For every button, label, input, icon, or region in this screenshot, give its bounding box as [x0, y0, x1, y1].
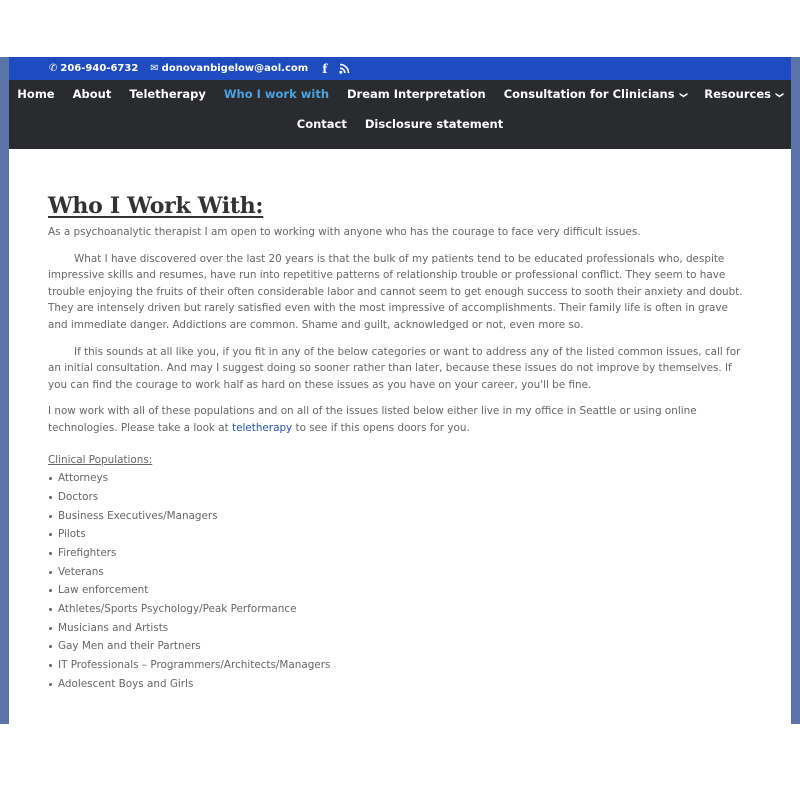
- list-item: Pilots: [58, 525, 748, 544]
- consultation-paragraph: If this sounds at all like you, if you fit in any of the below categories or want to address any of the listed common issues, call for an initial consultation. And may I suggest doing so sooner rather than later, because these issues do not improve by themselves. If you can find the courage to work half as hard on these issues as you have on your career, you'll be fine.: [48, 345, 741, 391]
- rss-icon[interactable]: [339, 63, 350, 74]
- browser-frame: [0, 57, 800, 724]
- discovery-paragraph: What I have discovered over the last 20 years is that the bulk of my patients tend to be educated professionals who, despite impressive skills and resumes, have run into repetitive patterns of relationship trouble or professional conflict. They seem to have trouble enjoying the fruits of their often considerable labor and cannot seem to get enough success to sooth their anxiety and doubt. They are intensely driven but rarely satisfied even with the most impressive of accomplishments. Their family life is often in grave and immediate danger. Addictions are common. Shame and guilt, acknowledged or not, even more so.: [48, 252, 743, 331]
- main-navigation: [9, 80, 791, 149]
- page-title: Who I Work With:: [48, 193, 264, 219]
- populations-text-end: to see if this opens doors for you.: [292, 421, 470, 434]
- list-item: Athletes/Sports Psychology/Peak Performance: [58, 600, 748, 619]
- phone-number: 206-940-6732: [60, 63, 139, 74]
- nav-disclosure-statement[interactable]: Disclosure statement: [364, 117, 504, 131]
- list-item: Adolescent Boys and Girls: [58, 675, 748, 694]
- page: [9, 57, 791, 724]
- list-item: Firefighters: [58, 544, 748, 563]
- list-item: Gay Men and their Partners: [58, 637, 748, 656]
- nav-consultation-label: Consultation for Clinicians: [503, 87, 675, 101]
- intro-paragraph: As a psychoanalytic therapist I am open to working with anyone who has the courage to face very difficult issues.: [48, 226, 641, 238]
- nav-resources-label: Resources: [704, 87, 772, 101]
- phone-link[interactable]: [49, 63, 138, 74]
- list-item: IT Professionals – Programmers/Architects/Managers: [58, 656, 748, 675]
- nav-teletherapy[interactable]: Teletherapy: [129, 87, 206, 101]
- nav-home[interactable]: Home: [17, 87, 55, 101]
- populations-text-start: I now work with all of these populations and on all of the issues listed below either live in my office in Seattle or using online technologies. Please take a look at: [48, 405, 697, 434]
- list-item: Attorneys: [58, 469, 748, 488]
- email-link[interactable]: [150, 63, 308, 74]
- list-item: Veterans: [58, 563, 748, 582]
- clinical-populations-list: [48, 469, 748, 693]
- nav-consultation-for-clinicians[interactable]: [495, 87, 696, 102]
- nav-dream-interpretation[interactable]: Dream Interpretation: [347, 87, 486, 101]
- facebook-icon[interactable]: f: [322, 61, 328, 76]
- top-contact-bar: [9, 57, 791, 80]
- list-item: Business Executives/Managers: [58, 507, 748, 526]
- chevron-down-icon: ❯: [775, 91, 785, 99]
- nav-who-i-work-with[interactable]: Who I work with: [223, 87, 330, 101]
- list-item: Law enforcement: [58, 581, 748, 600]
- nav-resources[interactable]: [695, 87, 791, 102]
- list-item: Doctors: [58, 488, 748, 507]
- nav-row-2: [9, 117, 791, 131]
- populations-paragraph: [48, 403, 748, 436]
- envelope-icon: ✉: [150, 63, 159, 74]
- nav-about[interactable]: About: [72, 87, 112, 101]
- chevron-down-icon: ❯: [678, 91, 688, 99]
- phone-icon: ✆: [49, 63, 58, 74]
- main-content: [48, 192, 748, 694]
- clinical-populations-heading: Clinical Populations:: [48, 453, 153, 466]
- nav-row-1: [9, 87, 791, 102]
- list-item: Musicians and Artists: [58, 619, 748, 638]
- teletherapy-link[interactable]: teletherapy: [232, 421, 293, 434]
- email-address: donovanbigelow@aol.com: [161, 63, 309, 74]
- nav-contact[interactable]: Contact: [296, 117, 347, 131]
